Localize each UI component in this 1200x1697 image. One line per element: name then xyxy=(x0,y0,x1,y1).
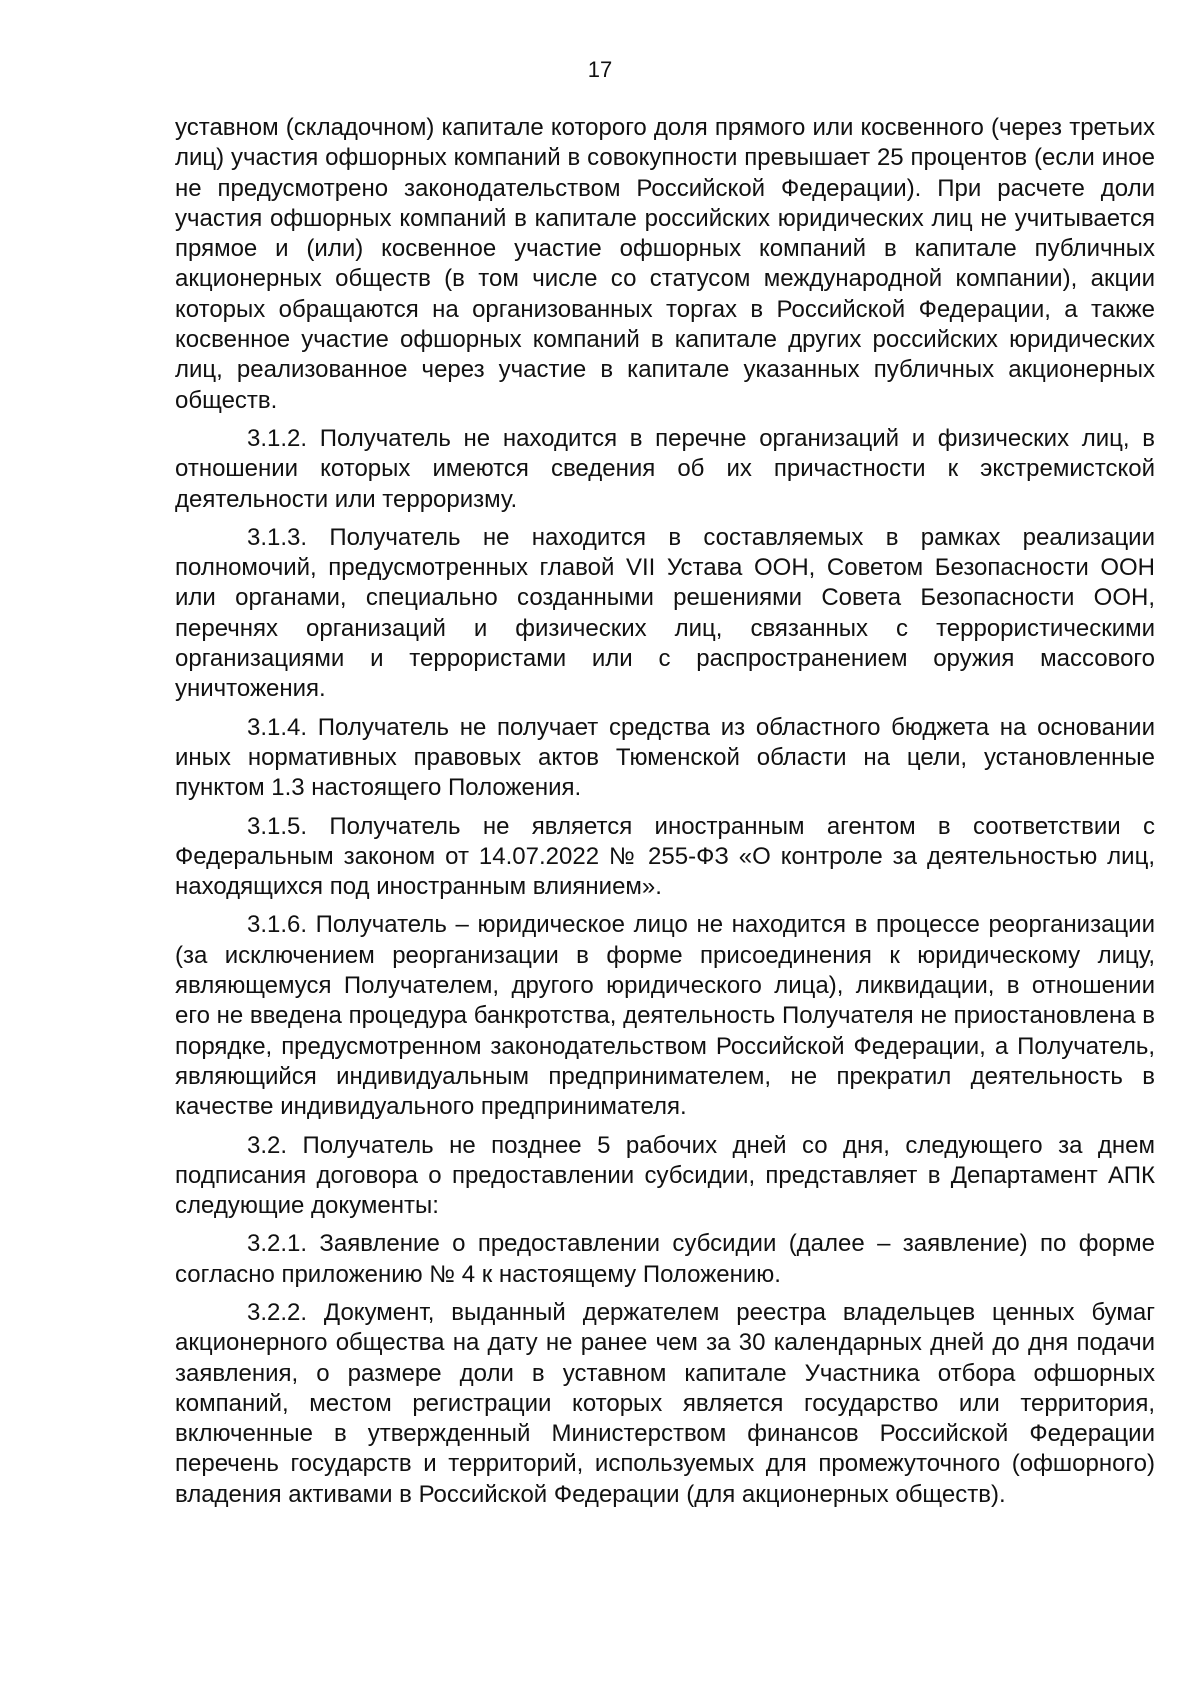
paragraph-3-1-3: 3.1.3. Получатель не находится в составляемых в рамках реализации полномочий, предусмотренных главой VII Устава ООН, Советом Безопасности ООН или органами, специально созданными решениями Совета Безопасности ООН, перечнях организаций и физических лиц, связанных с террористическими организациями и террористами или с распространением оружия массового уничтожения. xyxy=(175,523,1155,703)
document-body xyxy=(175,113,1155,1518)
paragraph-3-1-4: 3.1.4. Получатель не получает средства из областного бюджета на основании иных нормативных правовых актов Тюменской области на цели, установленные пунктом 1.3 настоящего Положения. xyxy=(175,713,1155,802)
paragraph-3-1-5: 3.1.5. Получатель не является иностранным агентом в соответствии с Федеральным законом от 14.07.2022 № 255-ФЗ «О контроле за деятельностью лиц, находящихся под иностранным влиянием». xyxy=(175,812,1155,901)
paragraph-3-2-1: 3.2.1. Заявление о предоставлении субсидии (далее – заявление) по форме согласно приложению № 4 к настоящему Положению. xyxy=(175,1230,1155,1288)
paragraph-3-2: 3.2. Получатель не позднее 5 рабочих дней со дня, следующего за днем подписания договора о предоставлении субсидии, представляет в Департамент АПК следующие документы: xyxy=(175,1131,1155,1220)
paragraph-3-1-6: 3.1.6. Получатель – юридическое лицо не находится в процессе реорганизации (за исключением реорганизации в форме присоединения к юридическому лицу, являющемуся Получателем, другого юридического лица), ликвидации, в отношении его не введена процедура банкротства, деятельность Получателя не приостановлена в порядке, предусмотренном законодательством Российской Федерации, а Получатель, являющийся индивидуальным предпринимателем, не прекратил деятельность в качестве индивидуального предпринимателя. xyxy=(175,911,1155,1121)
page-number: 17 xyxy=(587,57,613,82)
paragraph-continuation: уставном (складочном) капитале которого доля прямого или косвенного (через третьих лиц) участия офшорных компаний в совокупности превышает 25 процентов (если иное не предусмотрено законодательством Российской Федерации). При расчете доли участия офшорных компаний в капитале российских юридических лиц не учитывается прямое и (или) косвенное участие офшорных компаний в капитале публичных акционерных обществ (в том числе со статусом международной компании), акции которых обращаются на организованных торгах в Российской Федерации, а также косвенное участие офшорных компаний в капитале других российских юридических лиц, реализованное через участие в капитале указанных публичных акционерных обществ. xyxy=(175,114,1155,414)
paragraph-3-2-2: 3.2.2. Документ, выданный держателем реестра владельцев ценных бумаг акционерного общества на дату не ранее чем за 30 календарных дней до дня подачи заявления, о размере доли в уставном капитале Участника отбора офшорных компаний, местом регистрации которых является государство или территория, включенные в утвержденный Министерством финансов Российской Федерации перечень государств и территорий, используемых для промежуточного (офшорного) владения активами в Российской Федерации (для акционерных обществ). xyxy=(175,1298,1155,1508)
paragraph-3-1-2: 3.1.2. Получатель не находится в перечне организаций и физических лиц, в отношении которых имеются сведения об их причастности к экстремистской деятельности или терроризму. xyxy=(175,424,1155,513)
